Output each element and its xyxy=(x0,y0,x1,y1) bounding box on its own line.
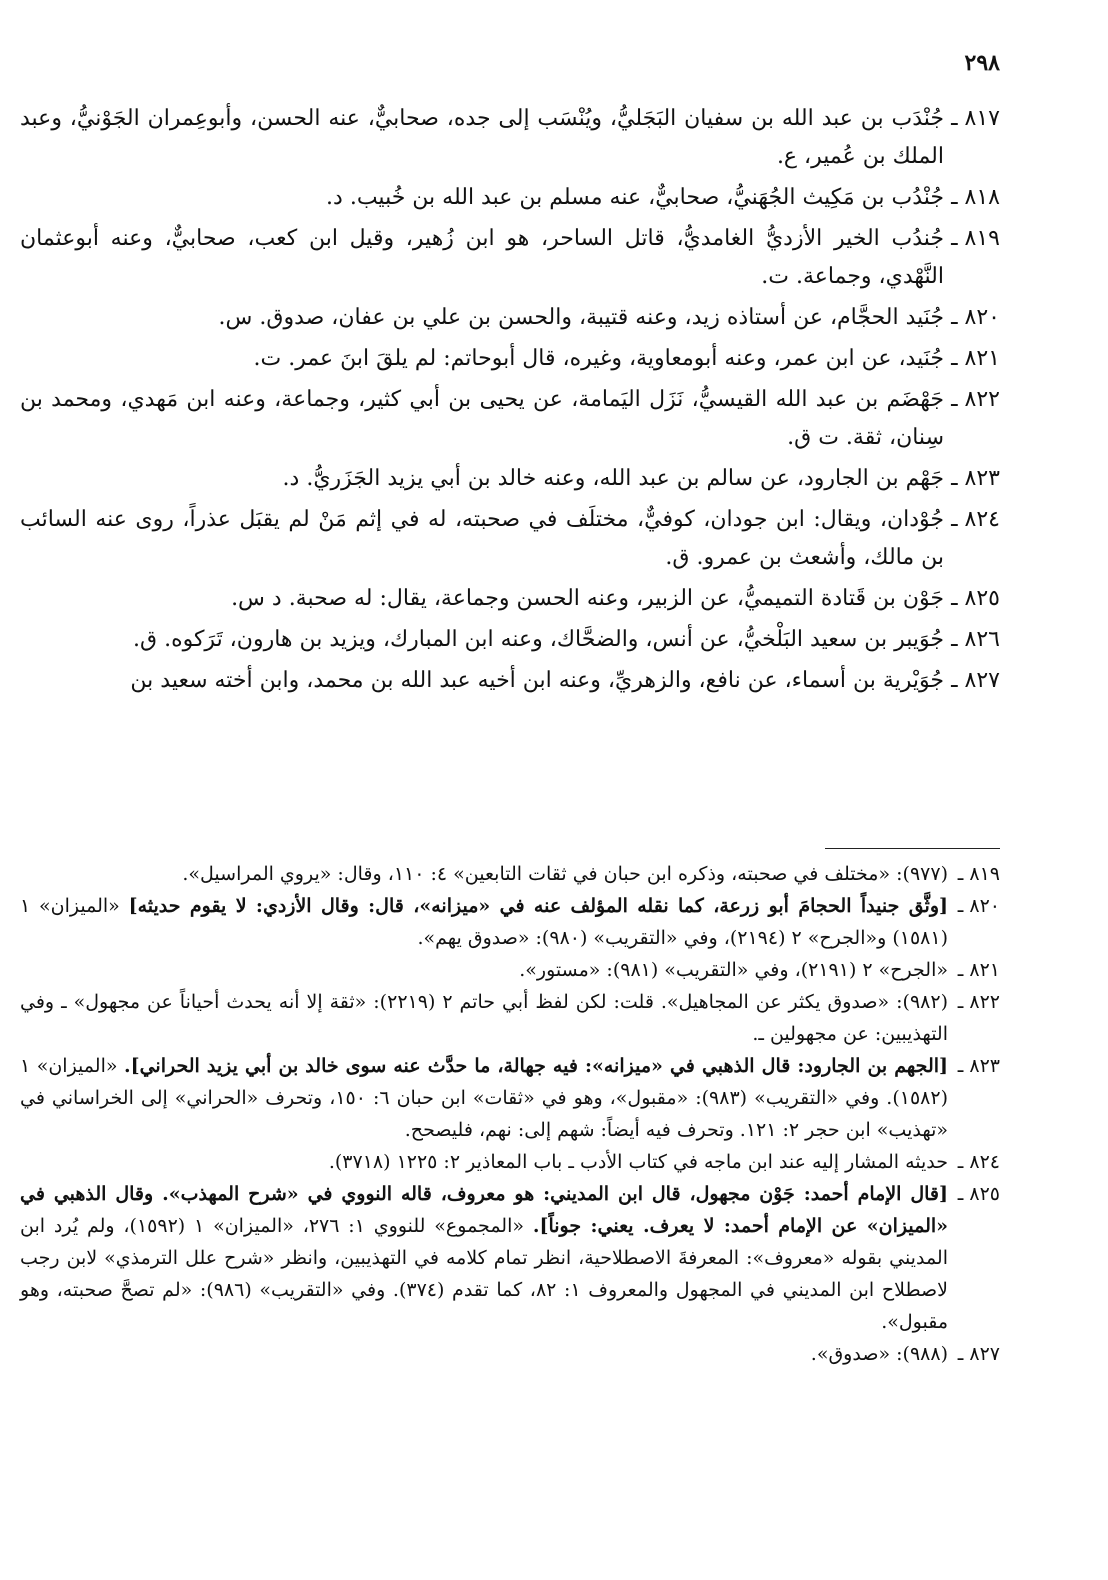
footnote xyxy=(20,1338,1000,1370)
entry-number: ٨٢٢ ـ xyxy=(951,387,1000,412)
entry xyxy=(20,100,1000,176)
entry-number: ٨٢٥ ـ xyxy=(951,586,1000,611)
entry xyxy=(20,501,1000,577)
entry-text: جُنْدُب بن مَكِيث الجُهَنيُّ، صحابيٌّ، عنه مسلم بن عبد الله بن خُبيب. د. xyxy=(326,185,944,210)
entry xyxy=(20,340,1000,378)
entry-text: جَوْن بن قَتادة التميميُّ، عن الزبير، وعنه الحسن وجماعة، يقال: له صحبة. د س. xyxy=(231,586,944,611)
footnote-number: ٨٢٤ ـ xyxy=(957,1151,1000,1173)
entry-text: جُوْدان، ويقال: ابن جودان، كوفيٌّ، مختلَف في صحبته، له في إثم مَنْ لم يقبَل عذراً، روى عنه السائب بن مالك، وأشعث بن عمرو. ق. xyxy=(20,507,944,570)
footnote-text: (٩٨٨): «صدوق». xyxy=(810,1343,948,1365)
entry xyxy=(20,621,1000,659)
footnote-text: [وثَّق جنيداً الحجامَ أبو زرعة، كما نقله المؤلف عنه في «ميزانه»، قال: وقال الأزدي: لا يقوم حديثه] xyxy=(128,895,948,917)
page-number: ٢٩٨ xyxy=(964,50,1000,76)
footnote xyxy=(20,1178,1000,1338)
entry-text: جُنَيد الحجَّام، عن أستاذه زيد، وعنه قتيبة، والحسن بن علي بن عفان، صدوق. س. xyxy=(218,305,944,330)
footnote xyxy=(20,986,1000,1050)
footnote xyxy=(20,890,1000,954)
footnote-number: ٨٢٢ ـ xyxy=(957,991,1000,1013)
entry xyxy=(20,662,1000,700)
footnote-text: حديثه المشار إليه عند ابن ماجه في كتاب الأدب ـ باب المعاذير ٢: ١٢٢٥ (٣٧١٨). xyxy=(328,1151,948,1173)
footnotes xyxy=(20,858,1000,1370)
footnote-text: (٩٨٢): «صدوق يكثر عن المجاهيل». قلت: لكن لفظ أبي حاتم ٢ (٢٢١٩): «ثقة إلا أنه يحدث أحياناً عن مجهول» ـ وفي التهذيبين: عن مجهولين ـ. xyxy=(20,991,948,1045)
entry-number: ٨١٩ ـ xyxy=(951,226,1000,251)
footnote-number: ٨٢٧ ـ xyxy=(957,1343,1000,1365)
entry xyxy=(20,580,1000,618)
entry-number: ٨١٧ ـ xyxy=(951,106,1000,131)
entry xyxy=(20,220,1000,296)
footnote xyxy=(20,1050,1000,1146)
footnote-text: «المجموع» للنووي ١: ٢٧٦، «الميزان» ١ (١٥٩٢)، ولم يُرد ابن المديني بقوله «معروف»: المعرفةَ الاصطلاحية، انظر تمام كلامه في التهذيبين، وانظر «شرح علل الترمذي» لابن رجب لاصطلاح ابن المديني في المجهول والمعروف ١: ٨٢، كما تقدم (٣٧٤). وفي «التقريب» (٩٨٦): «لم تصحَّ صحبته، وهو مقبول». xyxy=(20,1215,949,1333)
entry-number: ٨٢٣ ـ xyxy=(951,466,1000,491)
footnote-text: «الميزان» ١ (١٥٨٢). وفي «التقريب» (٩٨٣): «مقبول»، وهو في «ثقات» ابن حبان ٦: ١٥٠، وتحرف «الحراني» إلى الخراساني في «تهذيب» ابن حجر ٢: ١٢١. وتحرف فيه أيضاً: شهم إلى: نهم، فليصحح. xyxy=(20,1055,948,1141)
entry xyxy=(20,381,1000,457)
footnote-text: [الجهم بن الجارود: قال الذهبي في «ميزانه»: فيه جهالة، ما حدَّث عنه سوى خالد بن أبي يزيد الحراني]. xyxy=(123,1055,948,1077)
entry-number: ٨٢١ ـ xyxy=(951,346,1000,371)
footnote xyxy=(20,858,1000,890)
entry-text: جَهْضَم بن عبد الله القيسيُّ، نَزَل اليَمامة، عن يحيى بن أبي كثير، وجماعة، وعنه ابن مَهدي، ومحمد بن سِنان، ثقة. ت ق. xyxy=(20,387,944,450)
footnote xyxy=(20,954,1000,986)
footnote-number: ٨٢٥ ـ xyxy=(957,1183,1000,1205)
footnote-number: ٨٢١ ـ xyxy=(957,959,1000,981)
footnote-text: «الميزان» ١ (١٥٨١) و«الجرح» ٢ (٢١٩٤)، وفي «التقريب» (٩٨٠): «صدوق يهم». xyxy=(20,895,948,949)
entry-text: جُوَيْرية بن أسماء، عن نافع، والزهريِّ، وعنه ابن أخيه عبد الله بن محمد، وابن أخته سعيد بن xyxy=(130,668,944,693)
entry-number: ٨٢٧ ـ xyxy=(951,668,1000,693)
entry-text: جُنْدَب بن عبد الله بن سفيان البَجَليُّ، ويُنْسَب إلى جده، صحابيٌّ، عنه الحسن، وأبوعِمران الجَوْنيُّ، وعبد الملك بن عُمير، ع. xyxy=(20,106,944,169)
entry xyxy=(20,179,1000,217)
entry-number: ٨٢٠ ـ xyxy=(951,305,1000,330)
entry-text: جُنَيد، عن ابن عمر، وعنه أبومعاوية، وغيره، قال أبوحاتم: لم يلقَ ابنَ عمر. ت. xyxy=(253,346,944,371)
entry-number: ٨٢٦ ـ xyxy=(951,627,1000,652)
footnote-number: ٨٢٣ ـ xyxy=(957,1055,1000,1077)
entry-number: ٨٢٤ ـ xyxy=(951,507,1000,532)
footnote-text: (٩٧٧): «مختلف في صحبته، وذكره ابن حبان في ثقات التابعين» ٤: ١١٠، وقال: «يروي المراسيل». xyxy=(182,863,948,885)
footnote-text: «الجرح» ٢ (٢١٩١)، وفي «التقريب» (٩٨١): «مستور». xyxy=(519,959,948,981)
footnote xyxy=(20,1146,1000,1178)
entry-number: ٨١٨ ـ xyxy=(951,185,1000,210)
footnote-separator xyxy=(825,848,1000,849)
footnote-text: [قال الإمام أحمد: جَوْن مجهول، قال ابن المديني: هو معروف، قاله النووي في «شرح المهذب». وقال الذهبي في «الميزان» عن الإمام أحمد: لا يعرف. يعني: جوناً]. xyxy=(20,1183,949,1237)
entry-text: جُوَيبر بن سعيد البَلْخيُّ، عن أنس، والضحَّاك، وعنه ابن المبارك، ويزيد بن هارون، تَرَكوه. ق. xyxy=(133,627,944,652)
entry-text: جَهْم بن الجارود، عن سالم بن عبد الله، وعنه خالد بن أبي يزيد الجَزَريُّ. د. xyxy=(282,466,944,491)
main-text xyxy=(20,100,1000,703)
entry xyxy=(20,460,1000,498)
entry-text: جُندُب الخير الأزديُّ الغامديُّ، قاتل الساحر، هو ابن زُهير، وقيل ابن كعب، صحابيٌّ، وعنه أبوعثمان النَّهْدي، وجماعة. ت. xyxy=(20,226,944,289)
footnote-number: ٨٢٠ ـ xyxy=(957,895,1000,917)
footnote-number: ٨١٩ ـ xyxy=(957,863,1000,885)
entry xyxy=(20,299,1000,337)
